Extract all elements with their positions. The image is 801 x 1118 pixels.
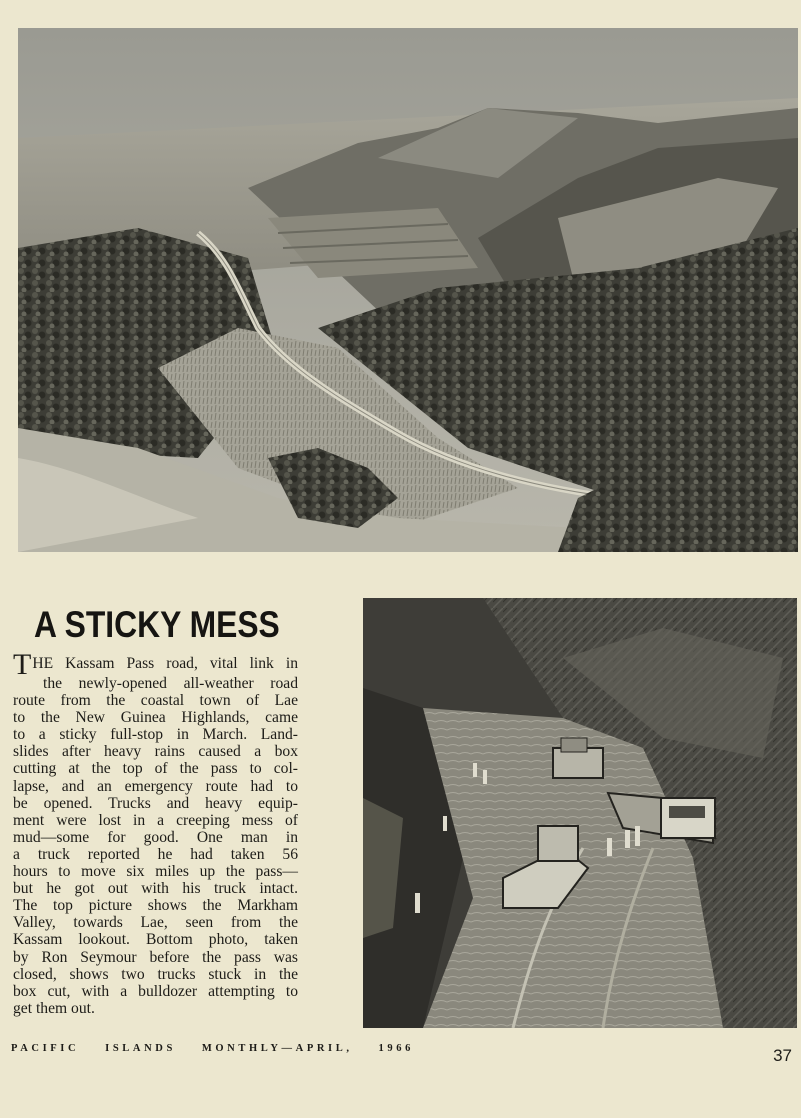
top-photo-illustration (18, 28, 798, 552)
article-line: be opened. Trucks and heavy equip- (13, 794, 298, 812)
article-line: to the New Guinea Highlands, came (13, 709, 298, 727)
article-line: box cut, with a bulldozer attempting to (13, 982, 298, 1000)
article-body (13, 648, 298, 1017)
bottom-photo-illustration (363, 598, 797, 1028)
top-photo-markham-valley (18, 28, 798, 552)
article-headline: A STICKY MESS (34, 604, 280, 645)
article-line: the newly-opened all-weather road (43, 675, 298, 692)
bottom-photo-trucks-in-box-cut (363, 598, 797, 1028)
page-number: 37 (773, 1046, 792, 1065)
article-line: but he got out with his truck intact. (13, 880, 298, 898)
page-footer (11, 1043, 440, 1054)
article-line: cutting at the top of the pass to col- (13, 760, 298, 778)
article-line: by Ron Seymour before the pass was (13, 948, 298, 966)
article-line (13, 648, 298, 681)
article-line: mud—some for good. One man in (13, 828, 298, 846)
drop-cap: T (13, 648, 32, 681)
article-line: to a sticky full-stop in March. Land- (13, 726, 298, 744)
footer-publication: PACIFIC (11, 1043, 80, 1054)
article-line: hours to move six miles up the pass— (13, 863, 298, 881)
article-line: slides after heavy rains caused a box (13, 743, 298, 761)
article-line: Kassam lookout. Bottom photo, taken (13, 931, 298, 949)
article-line: Valley, towards Lae, seen from the (13, 914, 298, 932)
article-line: get them out. (13, 999, 95, 1017)
article-line: lapse, and an emergency route had to (13, 777, 298, 795)
article-line: The top picture shows the Markham (13, 897, 298, 915)
article-line: route from the coastal town of Lae (13, 692, 298, 710)
article-line: ment were lost in a creeping mess of (13, 811, 298, 829)
article-line: closed, shows two trucks stuck in the (13, 965, 298, 983)
article-line: a truck reported he had taken 56 (13, 845, 298, 863)
footer-year: 1966 (378, 1043, 414, 1054)
article-line-text: HE Kassam Pass road, vital link in (32, 655, 298, 672)
footer-issue: MONTHLY—APRIL, (201, 1043, 353, 1054)
footer-publication-2: ISLANDS (105, 1043, 176, 1054)
